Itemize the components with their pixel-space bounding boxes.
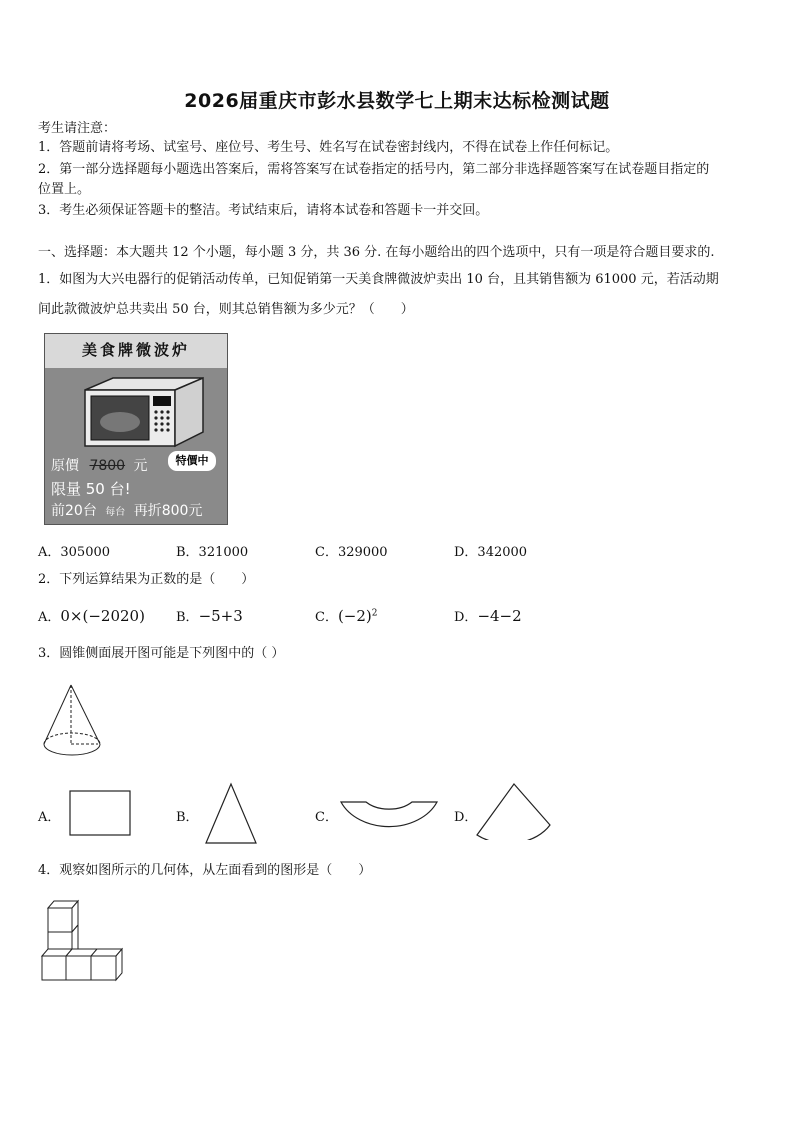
poster-limit: 限量 50 台! [51, 480, 131, 498]
q2-option-d-expr: −4−2 [477, 607, 522, 625]
question-1-line-2: 间此款微波炉总共卖出 50 台，则其总销售额为多少元？（ ） [38, 302, 414, 317]
q3-option-c-label: C． [315, 810, 338, 825]
notice-item-2-cont: 位置上。 [38, 182, 91, 197]
poster-price-unit: 元 [133, 458, 148, 474]
poster-each: 每台 [105, 507, 126, 518]
q2-option-b-label: B． [176, 610, 199, 625]
q1-option-d: D．342000 [454, 545, 528, 560]
q3-option-a-rectangle [69, 789, 133, 837]
q3-option-b-label: B． [176, 810, 199, 825]
microwave-icon [79, 370, 209, 450]
cube-stack-figure [38, 896, 128, 986]
q2-option-c-exponent: 2 [371, 608, 378, 619]
question-1-line-1: 1．如图为大兴电器行的促销活动传单，已知促销第一天美食牌微波炉卖出 10 台，且其销售额为 61000 元，若活动期 [38, 272, 719, 287]
q3-option-a-label: A． [38, 810, 61, 825]
q2-option-d-label: D． [454, 610, 478, 625]
question-2-stem: 2．下列运算结果为正数的是（ ） [38, 572, 255, 587]
q2-option-c-expr: (−2) [337, 607, 372, 625]
notice-item-2: 2．第一部分选择题每小题选出答案后，需将答案写在试卷指定的括号内，第二部分非选择题答案写在试卷题目指定的 [38, 162, 710, 177]
notice-item-3: 3．考生必须保证答题卡的整洁。考试结束后，请将本试卷和答题卡一并交回。 [38, 203, 489, 218]
poster-price-label: 原價 [51, 458, 79, 474]
q3-option-d-sector [474, 780, 554, 840]
q3-option-c-annular-sector [338, 796, 440, 840]
q3-option-b-triangle [203, 782, 259, 846]
section-heading: 一、选择题：本大题共 12 个小题，每小题 3 分，共 36 分. 在每小题给出的四个选项中，只有一项是符合题目要求的. [38, 245, 715, 260]
q1-option-c: C．329000 [315, 545, 388, 560]
promotion-poster [44, 333, 228, 525]
poster-heading: 美食牌微波炉 [45, 334, 227, 368]
q2-option-b-expr: −5+3 [198, 607, 243, 625]
q1-option-b: B．321000 [176, 545, 249, 560]
q2-option-a-expr: 0×(−2020) [60, 607, 145, 625]
q2-option-a [38, 606, 145, 625]
question-3-stem: 3．圆锥侧面展开图可能是下列图中的（ ） [38, 646, 285, 661]
q2-option-a-label: A． [38, 610, 61, 625]
poster-front: 前20台 [51, 503, 97, 519]
q3-option-d-label: D． [454, 810, 478, 825]
cone-figure [40, 682, 104, 764]
page-title: 2026届重庆市彭水县数学七上期末达标检测试题 [184, 90, 610, 112]
question-4-stem: 4．观察如图所示的几何体，从左面看到的图形是（ ） [38, 863, 372, 878]
q2-option-b [176, 606, 243, 625]
q2-option-c-label: C． [315, 610, 338, 625]
poster-sale-stamp: 特價中 [168, 451, 216, 471]
notice-item-1: 1．答题前请将考场、试室号、座位号、考生号、姓名写在试卷密封线内，不得在试卷上作任何标记。 [38, 140, 619, 155]
notice-heading: 考生请注意： [38, 121, 117, 136]
q2-option-c [315, 606, 378, 625]
poster-original-price: 7800 [89, 458, 126, 474]
poster-discount: 再折800元 [133, 503, 203, 519]
q1-option-a: A．305000 [38, 545, 111, 560]
q2-option-d [454, 606, 522, 625]
